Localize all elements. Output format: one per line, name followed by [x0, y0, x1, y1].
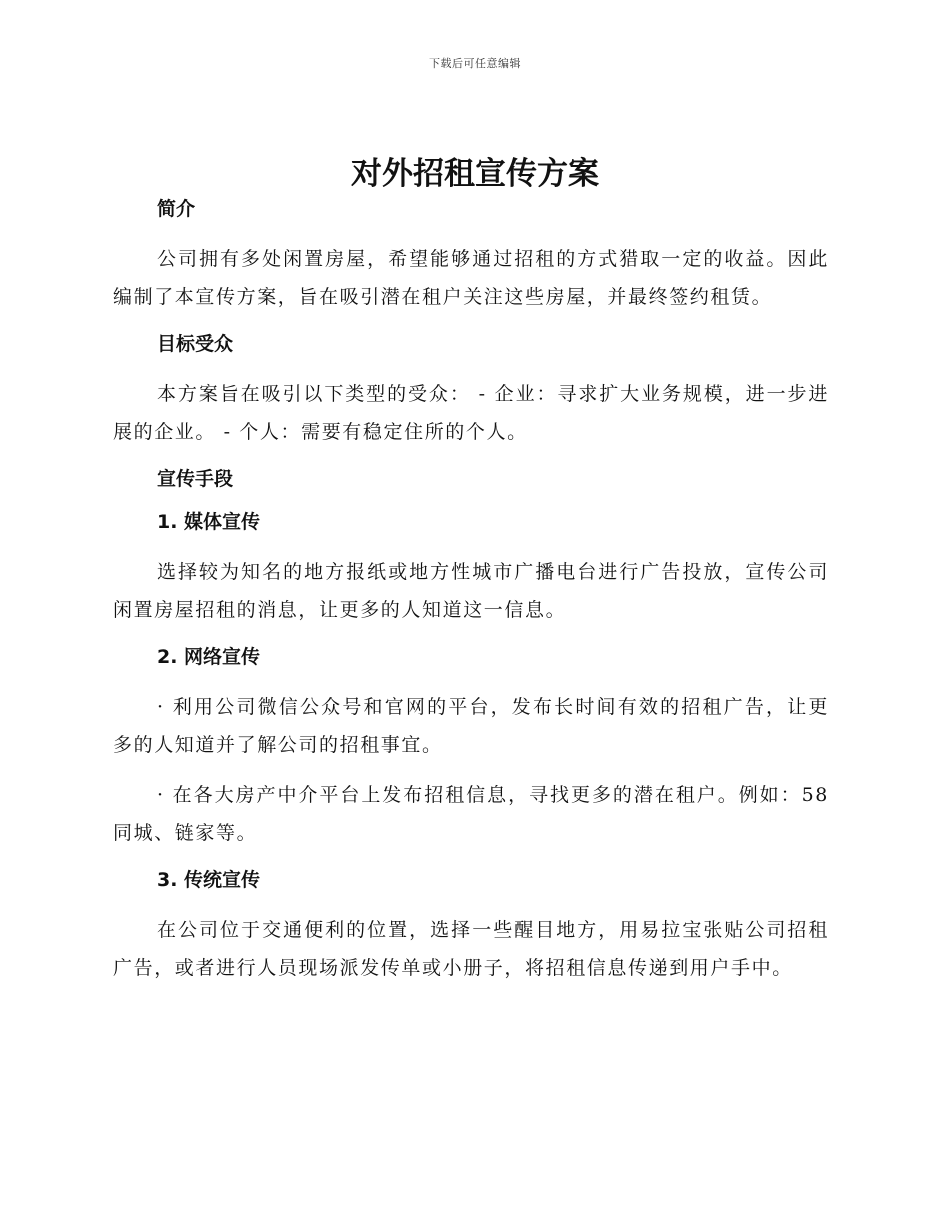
section-heading-methods: 宣传手段	[157, 468, 234, 490]
subsection-heading-online: 2. 网络宣传	[157, 646, 261, 668]
section-heading-audience: 目标受众	[157, 333, 234, 355]
subsection-body-media: 选择较为知名的地方报纸或地方性城市广播电台进行广告投放，宣传公司闲置房屋招租的消息，让更多的人知道这一信息。	[113, 561, 829, 621]
document-body	[113, 194, 829, 987]
section-body-intro: 公司拥有多处闲置房屋，希望能够通过招租的方式猎取一定的收益。因此编制了本宣传方案，旨在吸引潜在租户关注这些房屋，并最终签约租赁。	[113, 248, 829, 308]
bullet-item-agencies: · 在各大房产中介平台上发布招租信息，寻找更多的潜在租户。例如：58 同城、链家等。	[113, 784, 829, 844]
document-title: 对外招租宣传方案	[351, 156, 599, 192]
subsection-body-traditional: 在公司位于交通便利的位置，选择一些醒目地方，用易拉宝张贴公司招租广告，或者进行人员现场派发传单或小册子，将招租信息传递到用户手中。	[113, 919, 829, 979]
section-heading-intro: 简介	[157, 198, 196, 220]
header-note: 下载后可任意编辑	[429, 57, 521, 70]
section-body-audience: 本方案旨在吸引以下类型的受众： - 企业：寻求扩大业务规模，进一步进展的企业。 - 个人：需要有稳定住所的个人。	[113, 383, 829, 443]
subsection-heading-media: 1. 媒体宣传	[157, 511, 261, 533]
bullet-item-wechat: · 利用公司微信公众号和官网的平台，发布长时间有效的招租广告，让更多的人知道并了解公司的招租事宜。	[113, 696, 829, 756]
subsection-heading-traditional: 3. 传统宣传	[157, 869, 261, 891]
